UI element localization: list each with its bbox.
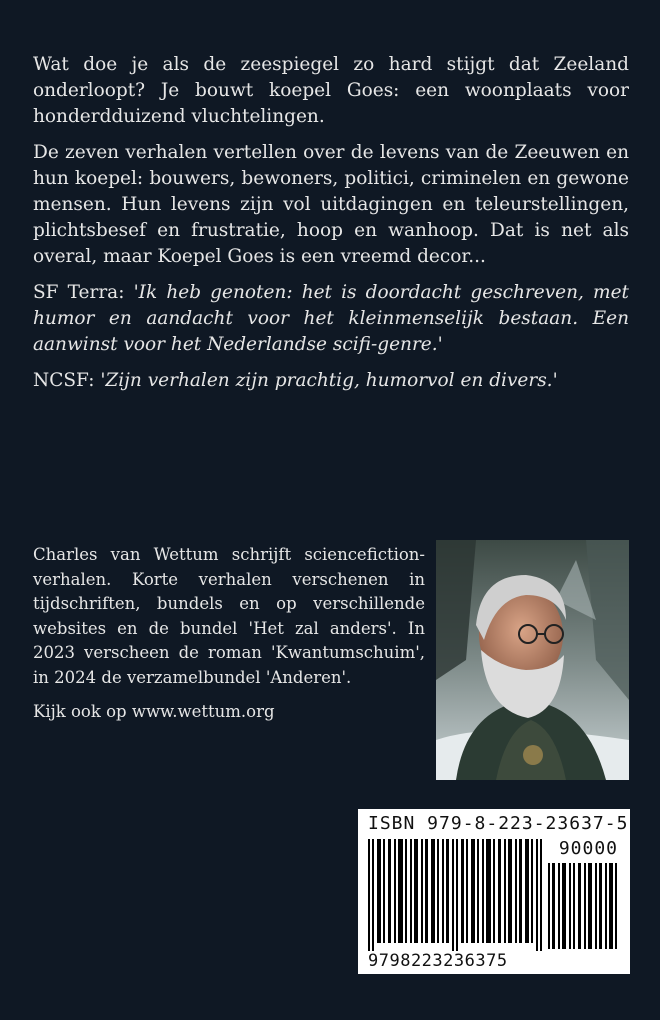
review-ncsf: [33, 368, 629, 394]
back-cover-blurb: [33, 52, 629, 404]
addon-bars: [548, 863, 618, 949]
isbn-barcode: [358, 809, 630, 974]
author-bio: [33, 543, 425, 735]
blurb-paragraph-1: Wat doe je als de zeespiegel zo hard stijgt dat Zeeland onderloopt? Je bouwt koepel Goes: een woonplaats voor honderdduizend vluchtelingen.: [33, 54, 629, 127]
blurb-paragraph-2: De zeven verhalen vertellen over de levens van de Zeeuwen en hun koepel: bouwers, bewoners, politici, criminelen en gewone mensen. Hun levens zijn vol uitdagingen en teleurstellingen, plichtsbesef en frustratie, hoop en wanhoop. Dat is net als overal, maar Koepel Goes is een vreemd decor...: [33, 142, 629, 267]
author-website: Kijk ook op www.wettum.org: [33, 702, 275, 721]
author-bio-text: Charles van Wettum schrijft sciencefiction-verhalen. Korte verhalen verschenen in tijdschriften, bundels en op verschillende websites en de bundel 'Het zal anders'. In 2023 verscheen de roman 'Kwantumschuim', in 2024 de verzamelbundel 'Anderen'.: [33, 545, 425, 687]
author-photo: [436, 540, 629, 780]
review-sf-terra: [33, 280, 629, 358]
isbn-label: ISBN 979-8-223-23637-5: [368, 813, 629, 834]
review-quote: 'Ik heb genoten: het is doordacht geschreven, met humor en aandacht voor het kleinmenselijk bestaan. Een aanwinst voor het Nederlandse scifi-genre.': [33, 282, 629, 355]
barcode-addon-number: 90000: [558, 838, 618, 859]
review-source: NCSF:: [33, 370, 95, 391]
review-source: SF Terra:: [33, 282, 125, 303]
ean-number: 9798223236375: [368, 951, 508, 971]
ean-bars: [368, 839, 544, 951]
review-quote: 'Zijn verhalen zijn prachtig, humorvol en divers.': [100, 370, 558, 391]
